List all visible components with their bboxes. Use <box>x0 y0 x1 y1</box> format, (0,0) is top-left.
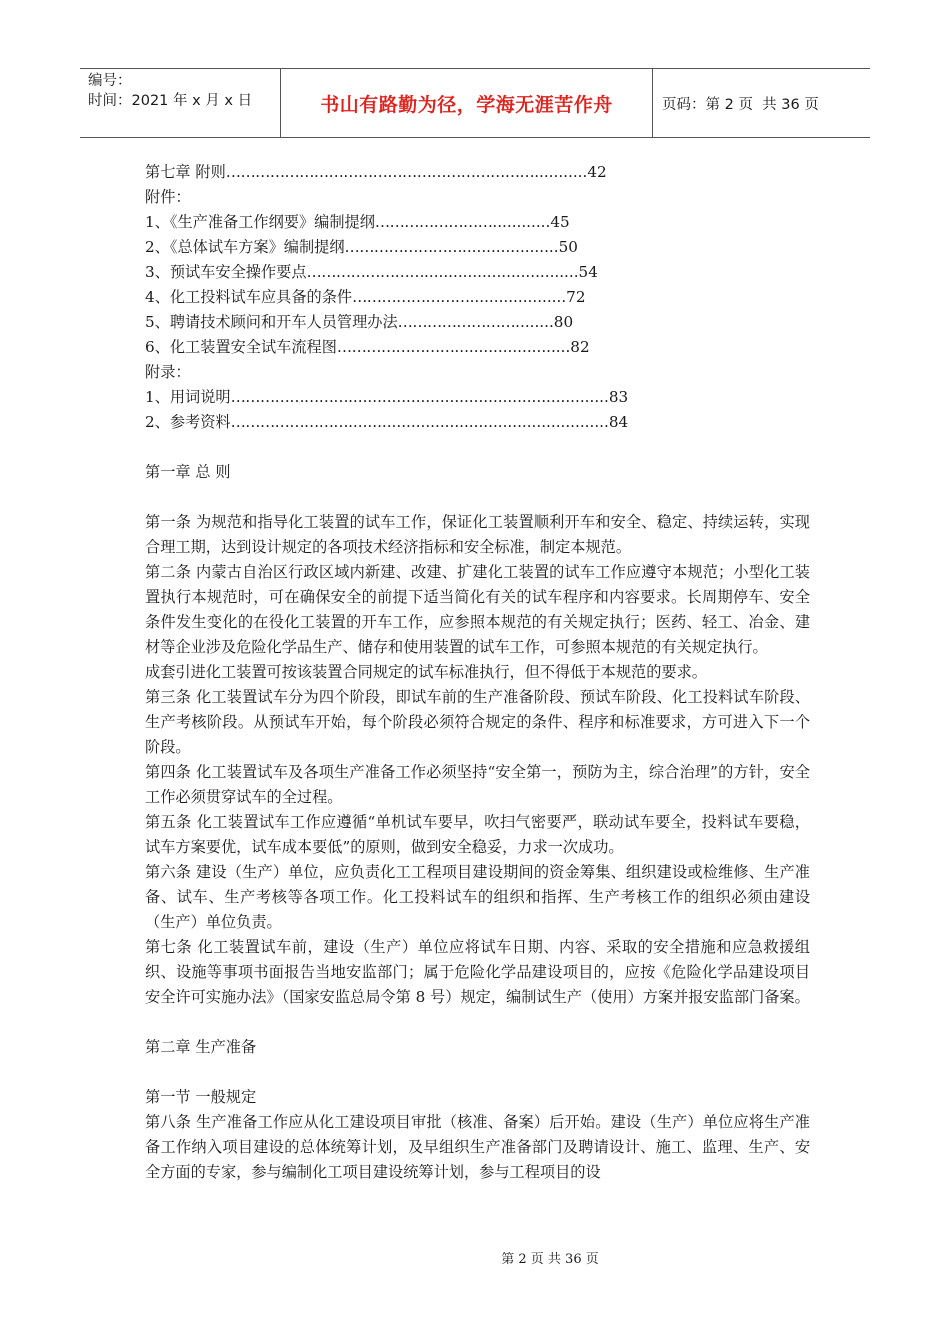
toc-entry-leader: …………………… <box>344 238 463 256</box>
toc-entry <box>145 160 810 185</box>
section-1-title: 第一节 一般规定 <box>145 1088 257 1106</box>
header-page-code <box>653 69 870 137</box>
header-motto: 书山有路勤为径，学海无涯苦作舟 <box>281 69 653 137</box>
toc-entry <box>145 310 810 335</box>
toc-entry-label: 第七章 附则 <box>145 163 226 181</box>
toc-entry-label: 4、化工投料试车应具备的条件 <box>145 288 353 306</box>
toc-entry-page: 54 <box>578 263 598 281</box>
toc-entry-dots: .................... <box>469 288 567 306</box>
article-paragraph: 第五条 化工装置试车工作应遵循“单机试车要早，吹扫气密要严，联动试车要全，投料试车要稳，试车方案要优，试车成本要低”的原则，做到安全稳妥，力求一次成功。 <box>145 813 810 856</box>
toc-entry-leader: …………………… <box>397 313 516 331</box>
toc-entry-leader: ……………………………………………………… <box>225 163 535 181</box>
toc-entry-page: 42 <box>587 163 607 181</box>
spacer <box>145 1010 810 1035</box>
toc-entry-leader: …………………… <box>230 388 349 406</box>
spacer <box>145 485 810 510</box>
footer-page-number: 第 2 页 共 36 页 <box>501 1252 599 1267</box>
toc-entry <box>145 235 810 260</box>
toc-entry-leader: …………………… <box>306 263 425 281</box>
toc-entry-page: 80 <box>553 313 574 331</box>
article-paragraph: 第八条 生产准备工作应从化工建设项目审批（核准、备案）后开始。建设（生产）单位应将生产准备工作纳入项目建设的总体统筹计划，及早组织生产准备部门及聘请设计、施工、监理、生产、安全方面的专家，参与编制化工项目建设统筹计划，参与工程项目的设 <box>145 1113 810 1181</box>
toc-entry-dots: ...................................................... <box>348 388 609 406</box>
toc-entry-dots: ...................................................... <box>348 413 609 431</box>
toc-entry-dots: .................... <box>462 238 559 256</box>
chapter-1-title: 第一章 总 则 <box>145 463 231 481</box>
toc-entry-page: 84 <box>608 413 629 431</box>
toc-entry-label: 2、参考资料 <box>145 413 231 431</box>
table-of-contents <box>145 160 810 435</box>
document-date: 时间：2021 年 x 月 x 日 <box>88 93 253 109</box>
toc-entry-label: 2、《总体试车方案》编制提纲 <box>145 238 345 256</box>
toc-entry-leader: …………………… <box>352 288 470 306</box>
article-paragraph: 第二条 内蒙古自治区行政区域内新建、改建、扩建化工装置的试车工作应遵守本规范；小型化工装置执行本规范时，可在确保安全的前提下适当简化有关的试车程序和内容要求。长周期停车、安全条件发生变化的在役化工装置的开车工作，应参照本规范的有关规定执行；医药、轻工、冶金、建材等企业涉及危险化学品生产、储存和使用装置的试车工作，可参照本规范的有关规定执行。 <box>145 563 810 656</box>
toc-entry-leader: …………………… <box>374 213 493 231</box>
document-number-label: 编号： <box>88 73 132 89</box>
header-meta <box>80 69 281 137</box>
toc-entry-leader: …………………… <box>336 338 455 356</box>
article-paragraph: 第六条 建设（生产）单位，应负责化工工程项目建设期间的资金筹集、组织建设或检维修、生产准备、试车、生产考核等各项工作。化工投料试车的组织和指挥、生产考核工作的组织必须由建设（生产）单位负责。 <box>145 863 810 931</box>
toc-entry-label: 附录： <box>145 363 191 381</box>
toc-entry-dots: ........ <box>515 313 554 331</box>
toc-entry-page: 50 <box>558 238 578 256</box>
toc-entry <box>145 385 810 410</box>
page-footer <box>0 1248 950 1267</box>
toc-entry <box>145 360 810 385</box>
spacer <box>145 1060 810 1085</box>
toc-entry <box>145 210 810 235</box>
chapter-2-title: 第二章 生产准备 <box>145 1038 257 1056</box>
toc-entry <box>145 285 810 310</box>
toc-entry-dots: ............ <box>492 213 551 231</box>
document-body <box>145 160 810 1185</box>
toc-entry-label: 3、预试车安全操作要点 <box>145 263 307 281</box>
toc-entry-label: 附件： <box>145 188 191 206</box>
article-paragraph: 第三条 化工装置试车分为四个阶段，即试车前的生产准备阶段、预试车阶段、化工投料试车阶段、生产考核阶段。从预试车开始，每个阶段必须符合规定的条件、程序和标准要求，方可进入下一个阶段。 <box>145 688 810 756</box>
page-code-text: 页码：第 2 页 共 36 页 <box>662 96 819 113</box>
toc-entry <box>145 335 810 360</box>
toc-entry-leader: …………………… <box>230 413 349 431</box>
toc-entry-label: 1、《生产准备工作纲要》编制提纲 <box>145 213 375 231</box>
toc-entry-dots: ........................ <box>454 338 571 356</box>
page-header <box>80 68 870 138</box>
article-paragraph: 成套引进化工装置可按该装置合同规定的试车标准执行，但不得低于本规范的要求。 <box>145 663 707 681</box>
article-paragraph: 第一条 为规范和指导化工装置的试车工作，保证化工装置顺利开车和安全、稳定、持续运转，实现合理工期，达到设计规定的各项技术经济指标和安全标准，制定本规范。 <box>145 513 810 556</box>
toc-entry-page: 45 <box>550 213 570 231</box>
article-paragraph: 第四条 化工装置试车及各项生产准备工作必须坚持“安全第一，预防为主，综合治理”的方针，安全工作必须贯穿试车的全过程。 <box>145 763 810 806</box>
toc-entry-page: 82 <box>570 338 590 356</box>
article-paragraph: 第七条 化工装置试车前，建设（生产）单位应将试车日期、内容、采取的安全措施和应急救援组织、设施等事项书面报告当地安监部门；属于危险化学品建设项目的，应按《危险化学品建设项目安全许可实施办法》（国家安监总局令第 8 号）规定，编制试生产（使用）方案并报安监部门备案。 <box>145 938 810 1006</box>
toc-entry-dots: ........... <box>534 163 588 181</box>
spacer <box>145 435 810 460</box>
toc-entry <box>145 410 810 435</box>
toc-entry-page: 83 <box>608 388 629 406</box>
toc-entry-label: 6、化工装置安全试车流程图 <box>145 338 337 356</box>
toc-entry-label: 5、聘请技术顾问和开车人员管理办法 <box>145 313 398 331</box>
toc-entry <box>145 260 810 285</box>
toc-entry-dots: ................................ <box>424 263 579 281</box>
toc-entry-label: 1、用词说明 <box>145 388 231 406</box>
toc-entry <box>145 185 810 210</box>
toc-entry-page: 72 <box>566 288 586 306</box>
